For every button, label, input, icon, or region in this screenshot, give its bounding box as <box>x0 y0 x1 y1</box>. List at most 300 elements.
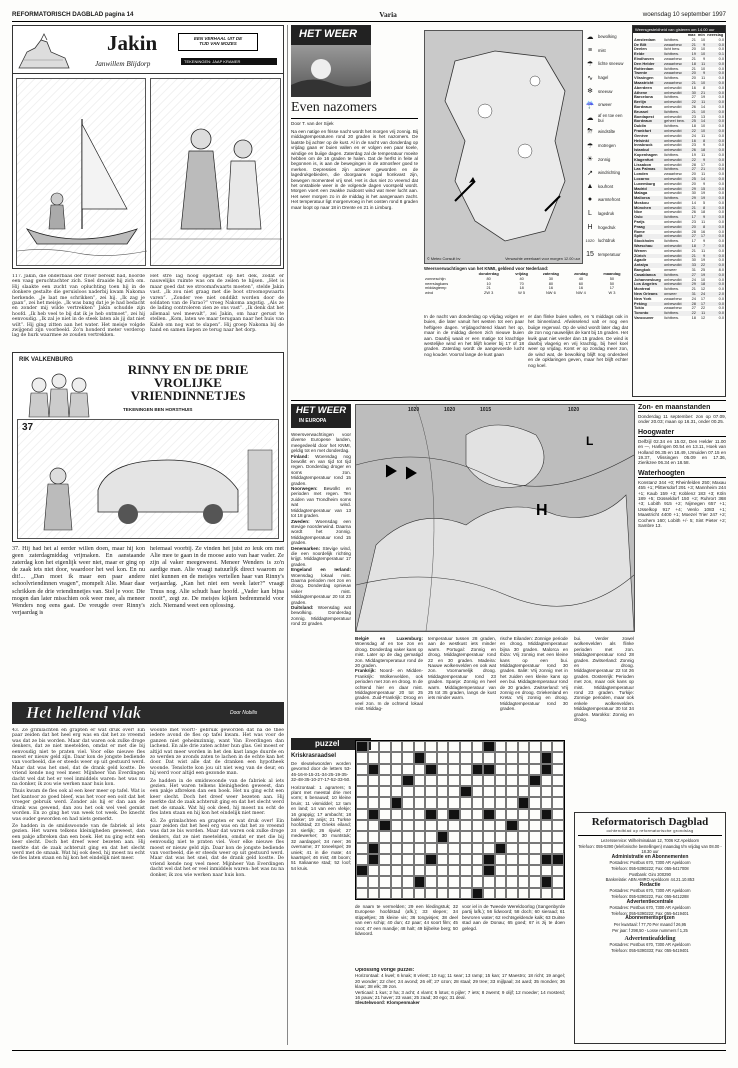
crossword-cell[interactable] <box>414 876 426 887</box>
crossword-cell[interactable] <box>529 809 541 820</box>
crossword-cell[interactable] <box>448 831 460 842</box>
crossword-cell[interactable] <box>402 797 414 808</box>
crossword-cell[interactable] <box>391 831 403 842</box>
crossword-cell[interactable] <box>437 786 449 797</box>
crossword-cell[interactable] <box>483 809 495 820</box>
crossword-cell[interactable] <box>356 820 368 831</box>
crossword-cell[interactable] <box>483 854 495 865</box>
crossword-cell[interactable] <box>495 809 507 820</box>
crossword-cell[interactable] <box>425 865 437 876</box>
city-value: onbewolkt <box>664 224 682 229</box>
crossword-cell[interactable] <box>552 831 564 842</box>
city-value: 20 <box>691 172 696 177</box>
city-value: zwaarbew. <box>664 306 683 311</box>
crossword-cell[interactable] <box>448 843 460 854</box>
crossword-cell[interactable] <box>529 888 541 899</box>
crossword-cell[interactable] <box>368 888 380 899</box>
crossword-cell[interactable] <box>518 764 530 775</box>
crossword-cell[interactable] <box>356 786 368 797</box>
crossword-cell[interactable] <box>414 741 426 752</box>
crossword-cell[interactable] <box>356 865 368 876</box>
crossword-cell[interactable] <box>495 888 507 899</box>
crossword-cell[interactable] <box>552 865 564 876</box>
crossword-cell[interactable] <box>552 843 564 854</box>
crossword-cell[interactable] <box>529 764 541 775</box>
crossword-cell[interactable] <box>425 775 437 786</box>
crossword-cell[interactable] <box>460 775 472 786</box>
crossword-cell[interactable] <box>368 752 380 763</box>
city-value: zwaarbew. <box>664 296 683 301</box>
crossword-cell[interactable] <box>518 876 530 887</box>
crossword-cell[interactable] <box>402 786 414 797</box>
crossword-cell[interactable] <box>495 786 507 797</box>
crossword-cell[interactable] <box>460 843 472 854</box>
crossword-cell[interactable] <box>472 865 484 876</box>
crossword-cell[interactable] <box>402 854 414 865</box>
city-value: 0.0 <box>718 148 724 153</box>
crossword-cell[interactable] <box>506 741 518 752</box>
crossword-cell[interactable] <box>437 854 449 865</box>
crossword-cell[interactable] <box>460 741 472 752</box>
crossword-cell[interactable] <box>368 809 380 820</box>
crossword-cell[interactable] <box>483 843 495 854</box>
crossword-cell[interactable] <box>506 797 518 808</box>
crossword-cell[interactable] <box>460 865 472 876</box>
crossword-cell[interactable] <box>552 797 564 808</box>
crossword-cell[interactable] <box>506 764 518 775</box>
city-value: 21 <box>691 42 696 47</box>
car-scene-drawing <box>18 420 280 540</box>
crossword-cell[interactable] <box>472 764 484 775</box>
europe-country-name: Noorwegen: <box>291 486 324 492</box>
crossword-cell[interactable] <box>448 865 460 876</box>
crossword-cell[interactable] <box>448 775 460 786</box>
crossword-cell[interactable] <box>437 752 449 763</box>
crossword-cell[interactable] <box>425 843 437 854</box>
city-value: 20 <box>691 76 696 81</box>
crossword-cell[interactable] <box>460 786 472 797</box>
crossword-cell[interactable] <box>414 865 426 876</box>
crossword-cell[interactable] <box>552 752 564 763</box>
crossword-cell[interactable] <box>437 876 449 887</box>
crossword-cell[interactable] <box>379 764 391 775</box>
city-value: 0.0 <box>718 167 724 172</box>
crossword-cell[interactable] <box>472 876 484 887</box>
crossword-cell[interactable] <box>425 820 437 831</box>
crossword-cell[interactable] <box>414 775 426 786</box>
crossword-cell[interactable] <box>472 831 484 842</box>
crossword-cell[interactable] <box>518 775 530 786</box>
crossword-cell[interactable] <box>368 854 380 865</box>
city-value: 22 <box>691 157 696 162</box>
crossword-cell[interactable] <box>402 809 414 820</box>
crossword-cell[interactable] <box>391 775 403 786</box>
crossword-cell[interactable] <box>425 741 437 752</box>
city-name: Montreal <box>634 287 651 292</box>
crossword-cell[interactable] <box>356 775 368 786</box>
crossword-cell[interactable] <box>541 764 553 775</box>
crossword-cell[interactable] <box>518 741 530 752</box>
crossword-cell[interactable] <box>368 865 380 876</box>
crossword-cell[interactable] <box>391 888 403 899</box>
crossword-cell[interactable] <box>506 865 518 876</box>
crossword-cell[interactable] <box>368 775 380 786</box>
legend-symbol-icon: ≡ <box>587 46 593 54</box>
crossword-cell[interactable] <box>552 876 564 887</box>
crossword-cell[interactable] <box>437 843 449 854</box>
crossword-cell[interactable] <box>541 809 553 820</box>
crossword-cell[interactable] <box>541 775 553 786</box>
forecast-table <box>424 272 629 296</box>
crossword-cell[interactable] <box>356 843 368 854</box>
crossword-cell[interactable] <box>402 752 414 763</box>
crossword-cell[interactable] <box>483 741 495 752</box>
crossword-cell[interactable] <box>402 831 414 842</box>
crossword-cell[interactable] <box>495 775 507 786</box>
crossword-cell[interactable] <box>541 854 553 865</box>
city-value: 25 <box>691 176 696 181</box>
crossword-cell[interactable] <box>437 809 449 820</box>
crossword-cell[interactable] <box>495 741 507 752</box>
crossword-cell[interactable] <box>379 854 391 865</box>
forecast-value: 18 <box>519 286 524 291</box>
crossword-cell[interactable] <box>552 764 564 775</box>
crossword-cell[interactable] <box>472 775 484 786</box>
crossword-cell[interactable] <box>483 876 495 887</box>
crossword-cell[interactable] <box>541 741 553 752</box>
crossword-cell[interactable] <box>402 843 414 854</box>
crossword-cell[interactable] <box>483 752 495 763</box>
crossword-cell[interactable] <box>391 786 403 797</box>
crossword-cell[interactable] <box>472 809 484 820</box>
crossword-cell[interactable] <box>391 854 403 865</box>
crossword-cell[interactable] <box>552 775 564 786</box>
crossword-cell[interactable] <box>506 820 518 831</box>
crossword-cell[interactable] <box>541 865 553 876</box>
crossword-cell[interactable] <box>425 876 437 887</box>
crossword-cell[interactable] <box>541 876 553 887</box>
crossword-grid[interactable] <box>355 740 565 900</box>
city-value: lichtbew. <box>664 311 679 316</box>
crossword-cell[interactable] <box>437 888 449 899</box>
city-value: 24 <box>691 277 696 282</box>
crossword-cell[interactable] <box>495 797 507 808</box>
crossword-cell[interactable] <box>437 831 449 842</box>
hoogwater-title: Hoogwater <box>638 429 726 437</box>
crossword-cell[interactable] <box>472 820 484 831</box>
crossword-cell[interactable] <box>379 809 391 820</box>
crossword-cell[interactable] <box>472 741 484 752</box>
crossword-cell[interactable] <box>518 786 530 797</box>
europe-more-col-3: rische Eilanden: Zonnige periode en droog. Middagtemperatuur bijna 30 graden. Malorca en Ibiza: Vrij zonnig met een kleine kans op een bui. Middagtemperatuur rond 30 graden. Italië: Vrij zonnig met in het zuiden een kleine kans op een bui. Middagtemperatuur rond de 30 graden. Zwitserland: Vrij zonnig en droog. Griekenland en Kreta: Vrij zonnig en droog. Middagtemperatuur rond 30 graden. <box>500 636 568 712</box>
crossword-cell[interactable] <box>552 820 564 831</box>
crossword-cell[interactable] <box>472 752 484 763</box>
crossword-cell[interactable] <box>437 764 449 775</box>
crossword-cell[interactable] <box>483 797 495 808</box>
crossword-cell[interactable] <box>368 741 380 752</box>
city-name: Peking <box>634 301 647 306</box>
crossword-cell[interactable] <box>495 865 507 876</box>
crossword-cell[interactable] <box>379 797 391 808</box>
crossword-cell[interactable] <box>506 854 518 865</box>
crossword-cell[interactable] <box>518 820 530 831</box>
crossword-cell[interactable] <box>402 865 414 876</box>
crossword-cell[interactable] <box>414 797 426 808</box>
crossword-cell[interactable] <box>356 741 368 752</box>
crossword-cell[interactable] <box>460 831 472 842</box>
crossword-cell[interactable] <box>448 809 460 820</box>
crossword-cell[interactable] <box>391 865 403 876</box>
europe-country-forecast: Noorwegen: Bewolkt en perioden met regen. Ten zuiden van Trondheim soms wat wind. Middagtemperatuur van 13 tot 18 graden. <box>291 486 351 519</box>
crossword-cell[interactable] <box>391 809 403 820</box>
crossword-cell[interactable] <box>460 752 472 763</box>
weather-body-3: er dan flinke buien vallen, en 's middags ook in het binnenland. Afwisselend valt er nog een buiige regenval. Op de wind wordt later dag dat de zon nog nauwelijks de kant bij 15 graden. Het kwik gaat niet verder dan 15 graden. De wind is daarbij vlagerig en vrij krachtig, bij heel koel weer op vrijdag. Komt er op zondag meer zon, de wind wat, de bewolking blijft nog onderdeel en de opklaringen geven, maar het blijft echter nog koel. <box>528 314 628 368</box>
solution-horizontal: Horizontaal: 4 kwel; 6 knak; 8 vriest; 10 rug; 11 sear; 13 ramp; 15 kan; 17 Maestro; 18 richt; 19 angel; 20 wonder; 22 cher; 24 avond; 26 elf; 27 ozon; 28 staal; 29 tree; 33 mijlpaal; 34 aard; 35 monden; 36 klaar; 38 elk; 39 zon. <box>355 973 565 990</box>
crossword-cell[interactable] <box>356 809 368 820</box>
crossword-cell[interactable] <box>483 865 495 876</box>
crossword-cell[interactable] <box>425 809 437 820</box>
crossword-cell[interactable] <box>425 888 437 899</box>
crossword-cell[interactable] <box>437 797 449 808</box>
crossword-cell[interactable] <box>541 786 553 797</box>
crossword-cell[interactable] <box>448 854 460 865</box>
crossword-cell[interactable] <box>379 741 391 752</box>
crossword-cell[interactable] <box>552 741 564 752</box>
crossword-cell[interactable] <box>541 820 553 831</box>
crossword-cell[interactable] <box>368 797 380 808</box>
crossword-cell[interactable] <box>483 831 495 842</box>
crossword-cell[interactable] <box>379 843 391 854</box>
crossword-cell[interactable] <box>391 843 403 854</box>
crossword-cell[interactable] <box>425 831 437 842</box>
crossword-cell[interactable] <box>391 876 403 887</box>
crossword-cell[interactable] <box>518 752 530 763</box>
city-value: lichtbew. <box>664 239 679 244</box>
crossword-cell[interactable] <box>529 775 541 786</box>
crossword-cell[interactable] <box>425 752 437 763</box>
crossword-cell[interactable] <box>448 876 460 887</box>
crossword-cell[interactable] <box>368 764 380 775</box>
crossword-cell[interactable] <box>448 741 460 752</box>
city-value: 18 <box>691 316 696 321</box>
crossword-cell[interactable] <box>368 786 380 797</box>
crossword-cell[interactable] <box>402 764 414 775</box>
city-value: 21 <box>691 248 696 253</box>
crossword-cell[interactable] <box>368 876 380 887</box>
crossword-cell[interactable] <box>506 775 518 786</box>
crossword-cell[interactable] <box>448 820 460 831</box>
legend-symbol-icon: H <box>587 223 593 231</box>
crossword-cell[interactable] <box>460 764 472 775</box>
crossword-cell[interactable] <box>402 775 414 786</box>
crossword-cell[interactable] <box>356 752 368 763</box>
crossword-cell[interactable] <box>472 888 484 899</box>
crossword-cell[interactable] <box>460 820 472 831</box>
crossword-cell[interactable] <box>529 786 541 797</box>
crossword-cell[interactable] <box>379 876 391 887</box>
crossword-cell[interactable] <box>391 741 403 752</box>
crossword-cell[interactable] <box>541 888 553 899</box>
crossword-cell[interactable] <box>483 786 495 797</box>
crossword-cell[interactable] <box>379 775 391 786</box>
hoogwater-text: Delfzijl 02.34 en 15.02, Den Helder 11.00 en —, Harlingen 00.54 en 13.11, Hoek van Holland 06.35 en 18.49, IJmuiden 07.15 en 19.37, Vlissingen 05.09 en 17.36, Zierikzee 06.34 en 18.58. <box>638 438 726 466</box>
crossword-cell[interactable] <box>529 831 541 842</box>
crossword-cell[interactable] <box>529 843 541 854</box>
crossword-cell[interactable] <box>356 854 368 865</box>
crossword-cell[interactable] <box>495 764 507 775</box>
crossword-cell[interactable] <box>391 764 403 775</box>
crossword-cell[interactable] <box>414 752 426 763</box>
crossword-cell[interactable] <box>472 854 484 865</box>
crossword-cell[interactable] <box>414 764 426 775</box>
city-value: onbewolkt <box>664 234 682 239</box>
crossword-cell[interactable] <box>529 876 541 887</box>
crossword-cell[interactable] <box>356 797 368 808</box>
crossword-cell[interactable] <box>552 809 564 820</box>
crossword-cell[interactable] <box>495 843 507 854</box>
crossword-cell[interactable] <box>518 809 530 820</box>
crossword-cell[interactable] <box>391 752 403 763</box>
city-value: 28 <box>691 229 696 234</box>
crossword-cell[interactable] <box>379 888 391 899</box>
crossword-cell[interactable] <box>368 843 380 854</box>
crossword-cell[interactable] <box>518 843 530 854</box>
colofon-line: Postadres: Postbus 670, 7300 AR Apeldoorn <box>609 905 691 911</box>
crossword-cell[interactable] <box>495 831 507 842</box>
crossword-cell[interactable] <box>391 797 403 808</box>
crossword-cell[interactable] <box>495 820 507 831</box>
crossword-cell[interactable] <box>529 865 541 876</box>
crossword-cell[interactable] <box>472 843 484 854</box>
crossword-cell[interactable] <box>518 865 530 876</box>
crossword-cell[interactable] <box>483 888 495 899</box>
crossword-cell[interactable] <box>529 741 541 752</box>
crossword-cell[interactable] <box>483 820 495 831</box>
crossword-cell[interactable] <box>379 865 391 876</box>
crossword-cell[interactable] <box>541 752 553 763</box>
crossword-cell[interactable] <box>506 876 518 887</box>
crossword-cell[interactable] <box>356 888 368 899</box>
crossword-cell[interactable] <box>518 797 530 808</box>
colofon-line: Postadres: Postbus 670, 7300 AR Apeldoorn <box>609 860 691 866</box>
crossword-cell[interactable] <box>379 752 391 763</box>
crossword-cell[interactable] <box>529 854 541 865</box>
crossword-cell[interactable] <box>414 843 426 854</box>
crossword-cell[interactable] <box>472 797 484 808</box>
crossword-cell[interactable] <box>379 820 391 831</box>
colofon-line: Telefoon: 055-5390222; Fax: 055-5419401 <box>611 910 689 916</box>
crossword-cell[interactable] <box>506 752 518 763</box>
crossword-cell[interactable] <box>425 854 437 865</box>
crossword-cell[interactable] <box>541 797 553 808</box>
crossword-cell[interactable] <box>518 854 530 865</box>
city-name: Bordeaux <box>634 104 652 109</box>
legend-label: windstilte <box>598 129 616 135</box>
city-name: Split <box>634 234 643 239</box>
crossword-cell[interactable] <box>552 786 564 797</box>
crossword-cell[interactable] <box>506 888 518 899</box>
crossword-cell[interactable] <box>518 888 530 899</box>
crossword-cell[interactable] <box>483 764 495 775</box>
crossword-cell[interactable] <box>414 809 426 820</box>
crossword-cell[interactable] <box>552 854 564 865</box>
legend-item <box>585 236 615 246</box>
crossword-cell[interactable] <box>460 888 472 899</box>
crossword-cell[interactable] <box>541 843 553 854</box>
crossword-cell[interactable] <box>460 809 472 820</box>
crossword-cell[interactable] <box>495 752 507 763</box>
crossword-cell[interactable] <box>541 831 553 842</box>
crossword-cell[interactable] <box>448 752 460 763</box>
crossword-cell[interactable] <box>460 797 472 808</box>
crossword-cell[interactable] <box>368 820 380 831</box>
crossword-cell[interactable] <box>495 876 507 887</box>
crossword-cell[interactable] <box>437 775 449 786</box>
crossword-cell[interactable] <box>437 820 449 831</box>
crossword-cell[interactable] <box>425 797 437 808</box>
crossword-cell[interactable] <box>402 888 414 899</box>
crossword-cell[interactable] <box>379 786 391 797</box>
city-value: 17 <box>700 296 706 301</box>
crossword-cell[interactable] <box>414 888 426 899</box>
crossword-cell[interactable] <box>437 741 449 752</box>
crossword-cell[interactable] <box>448 797 460 808</box>
crossword-cell[interactable] <box>506 843 518 854</box>
puzzel-clues-1: de naam te vermelden; 29 een kledingstuk; 32 Europese hoofdstad (afk.); 33 slepen; 34 stippeltjes; 35 kleine vis; 36 tongvisjes; 38 deel van een schip; 40 dun; 42 paar; 44 soort film; 45 noot; 47 een mandje; 48 halt; 49 bijbelse berg; 50 lidwoord. <box>355 904 458 937</box>
crossword-cell[interactable] <box>529 820 541 831</box>
europe-map <box>355 404 635 632</box>
crossword-cell[interactable] <box>506 809 518 820</box>
city-value: lichtbew. <box>664 95 679 100</box>
hellend-para-b: woonte met voort!- gebruik geworden dat na de thee iedere avond de fles op tafel kwam. Het was voor de ganzen niet geheimzinnig, want Van Everdingen dan lachend. En alle drie zaten achter hun glas. Gel moest er altijd wat meer worden in het den kast lange duurde en zo werden ze avonds zaten te lachen in de echte kan het door. Dat wist alle dat de dranken een hypotheek woonde. Tenslotte kon jou uit niet weg van de deur, en hij werd voor altijd een gezonde man. <box>150 728 284 777</box>
crossword-cell[interactable] <box>402 741 414 752</box>
crossword-cell[interactable] <box>506 786 518 797</box>
crossword-cell[interactable] <box>402 876 414 887</box>
crossword-cell[interactable] <box>414 786 426 797</box>
crossword-cell[interactable] <box>356 876 368 887</box>
crossword-cell[interactable] <box>414 854 426 865</box>
crossword-cell[interactable] <box>472 786 484 797</box>
crossword-cell[interactable] <box>506 831 518 842</box>
crossword-cell[interactable] <box>437 865 449 876</box>
crossword-cell[interactable] <box>414 820 426 831</box>
crossword-cell[interactable] <box>448 764 460 775</box>
crossword-cell[interactable] <box>391 820 403 831</box>
crossword-cell[interactable] <box>356 764 368 775</box>
crossword-cell[interactable] <box>368 831 380 842</box>
crossword-cell[interactable] <box>414 831 426 842</box>
crossword-cell[interactable] <box>356 831 368 842</box>
city-value: 9 <box>703 239 706 244</box>
city-value: 27 <box>691 306 696 311</box>
crossword-cell[interactable] <box>448 888 460 899</box>
crossword-cell[interactable] <box>448 786 460 797</box>
crossword-cell[interactable] <box>379 831 391 842</box>
crossword-cell[interactable] <box>460 854 472 865</box>
crossword-cell[interactable] <box>460 876 472 887</box>
city-value: 10 <box>700 66 706 71</box>
crossword-cell[interactable] <box>518 831 530 842</box>
crossword-cell[interactable] <box>483 775 495 786</box>
crossword-cell[interactable] <box>495 854 507 865</box>
crossword-cell[interactable] <box>425 786 437 797</box>
crossword-cell[interactable] <box>529 797 541 808</box>
colofon-box <box>574 812 726 1044</box>
crossword-cell[interactable] <box>425 764 437 775</box>
crossword-cell[interactable] <box>552 888 564 899</box>
crossword-cell[interactable] <box>529 752 541 763</box>
crossword-cell[interactable] <box>402 820 414 831</box>
